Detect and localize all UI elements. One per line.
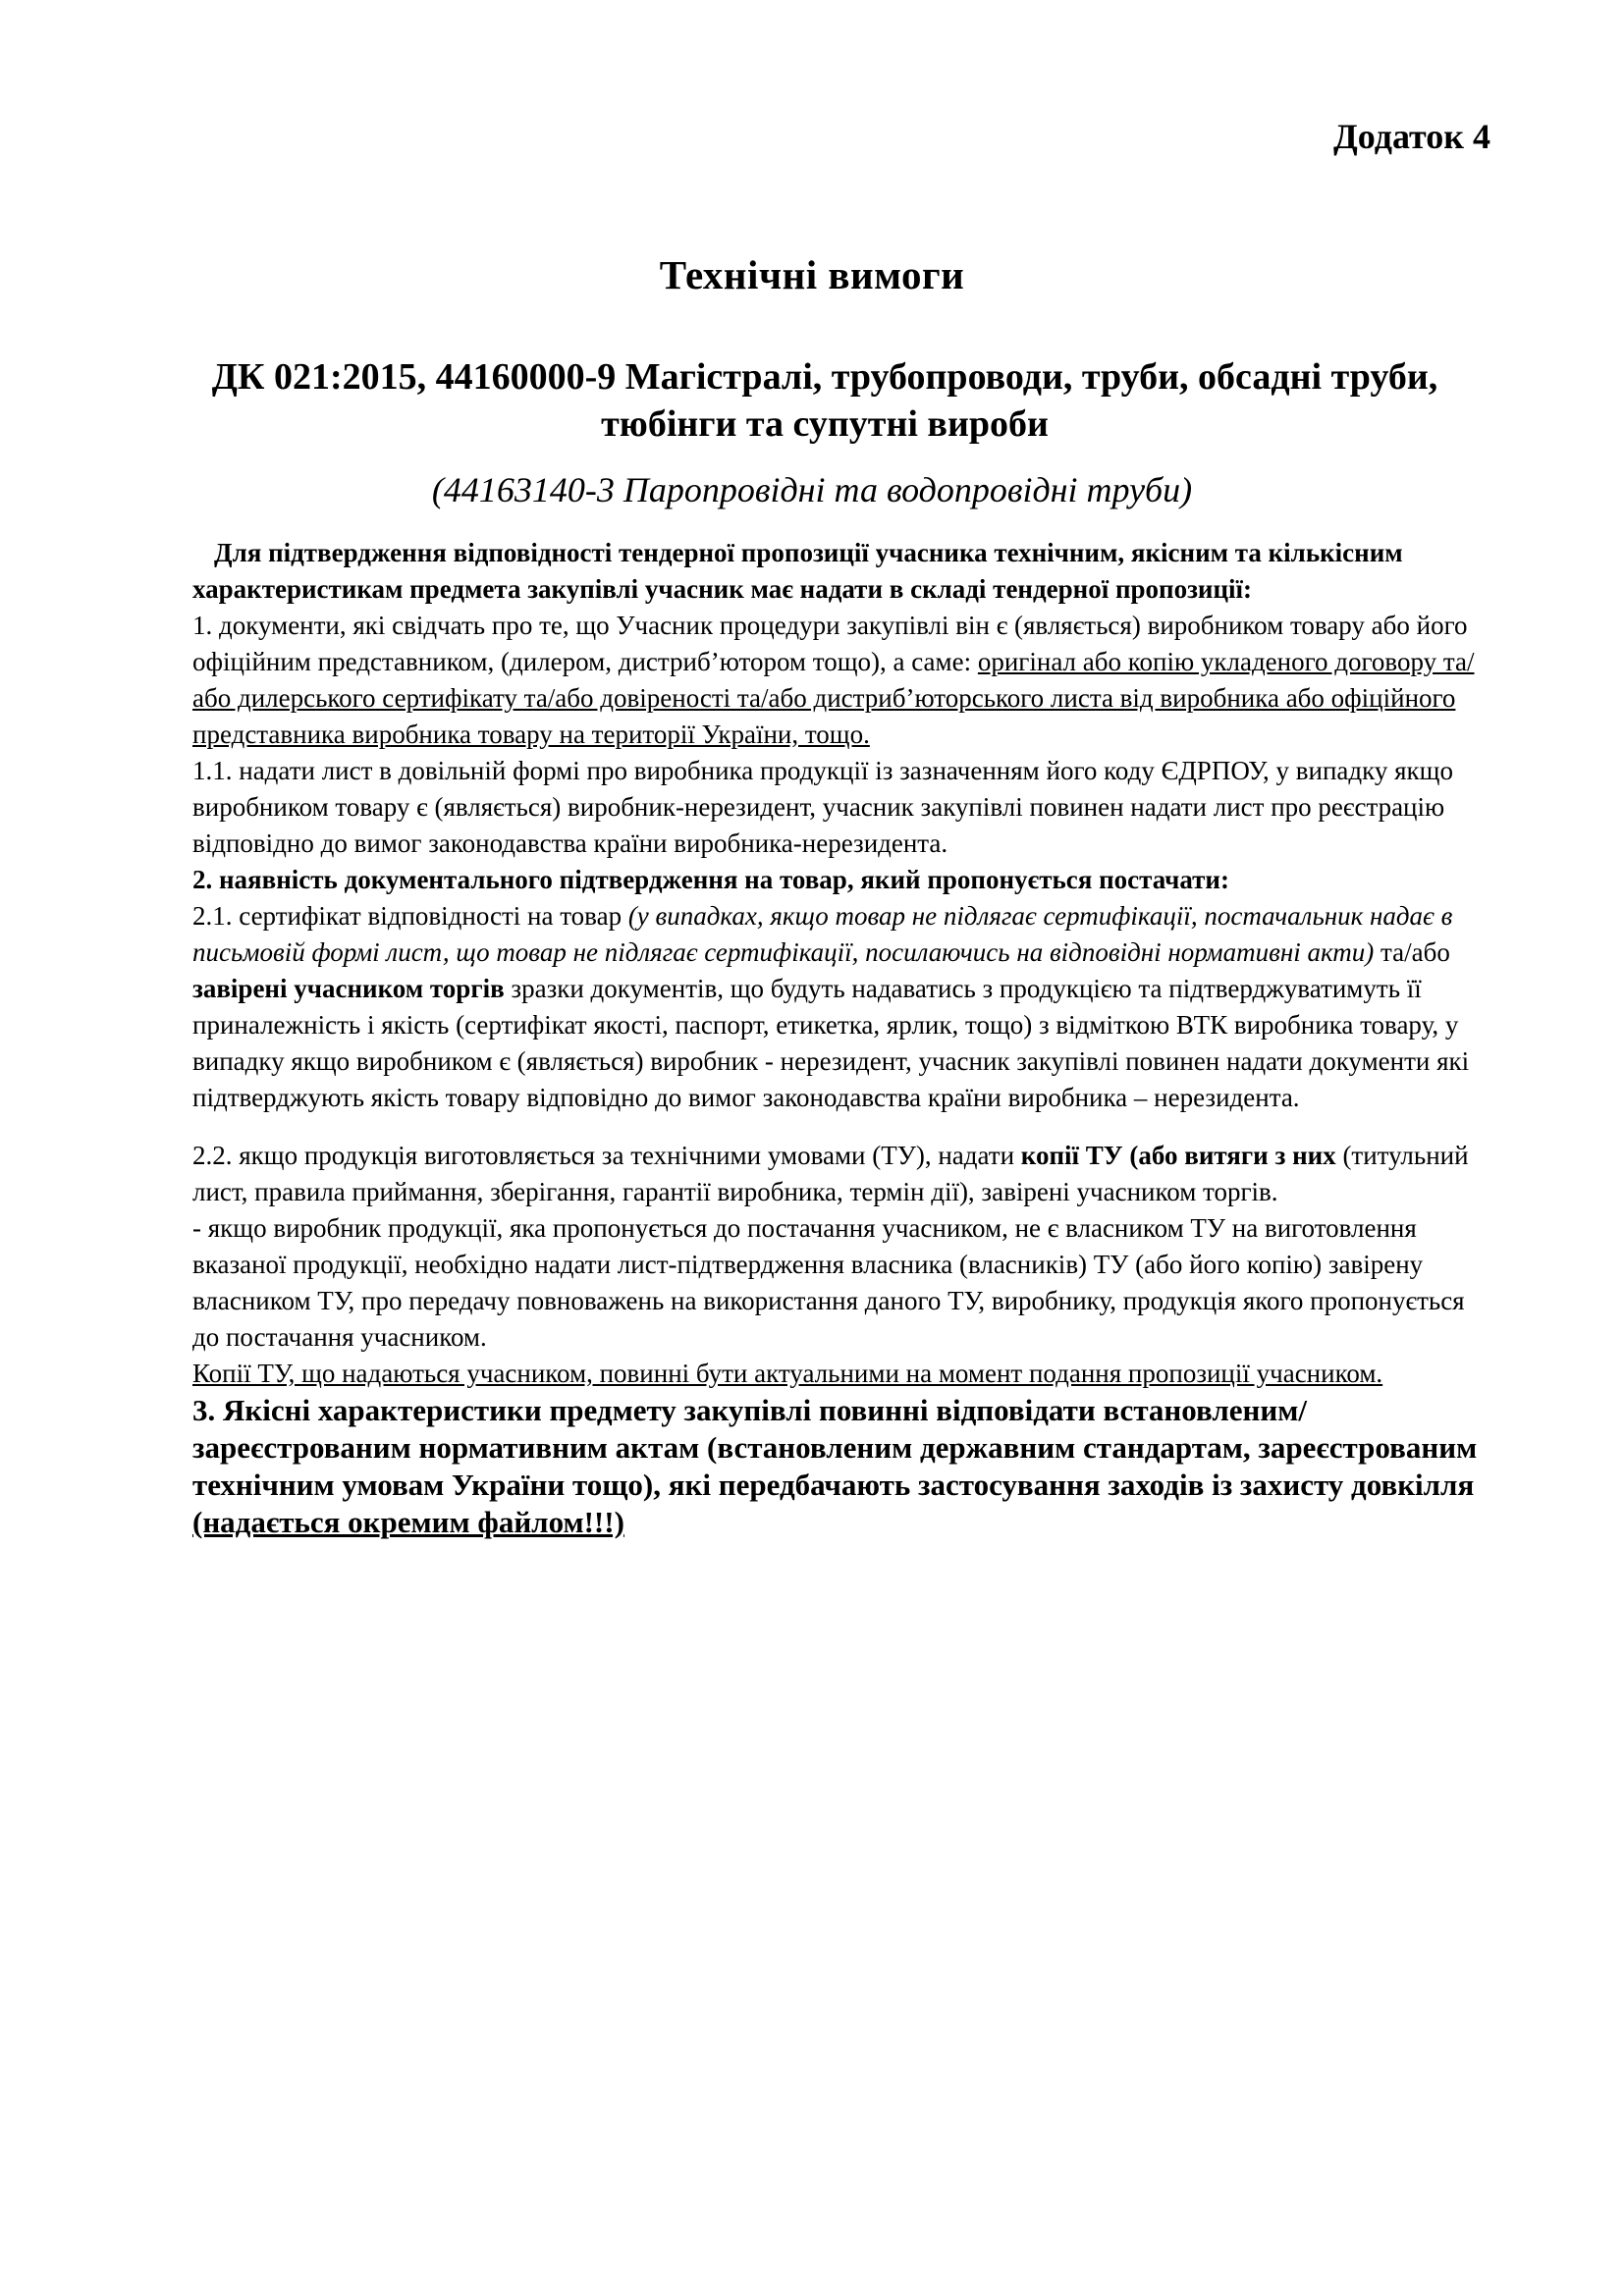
item-2-2-note: - якщо виробник продукції, яка пропонується до постачання учасником, не є власником ТУ на виготовлення вказаної продукції, необхідно надати лист-підтвердження власника (власників) ТУ (або його копію) завірену власником ТУ, про передачу повноважень на використання даного ТУ, виробнику, продукція якого пропонується до постачання учасником. [192, 1213, 1465, 1352]
item-2-1-bold: завірені учасником торгів [192, 974, 505, 1003]
item-1 [192, 608, 1487, 753]
item-2-2 [192, 1138, 1487, 1210]
classification-code: (44163140-3 Паропровідні та водопровідні труби) [431, 470, 1193, 509]
item-2-2-part1: 2.2. якщо продукція виготовляється за технічними умовами (ТУ), надати [192, 1141, 1021, 1170]
document-subtitle: ДК 021:2015, 44160000-9 Магістралі, трубопроводи, труби, обсадні труби, тюбінги та супутні вироби [211, 356, 1438, 445]
item-1-text: 1. документи, які свідчать про те, що Учасник процедури закупівлі він є (являється) виробником товару або його офіційним представником, (дилером, дистриб’ютором тощо), а саме: [192, 611, 1468, 676]
item-2-1 [192, 898, 1487, 1116]
document-body [192, 535, 1487, 1541]
appendix-label: Додаток 4 [1333, 117, 1490, 156]
intro-paragraph: Для підтвердження відповідності тендерної пропозиції учасника технічним, якісним та кількісним характеристикам предмета закупівлі учасник має надати в складі тендерної пропозиції: [192, 538, 1403, 604]
item-1-underlined: оригінал або копію укладеного договору та/або дилерського сертифікату та/або довіреності та/або дистриб’юторського листа від виробника або офіційного представника виробника товару на території України, тощо. [192, 647, 1475, 749]
document-title: Технічні вимоги [659, 252, 965, 297]
item-3-underlined: (надається окремим файлом!!!) [192, 1505, 624, 1539]
item-1-1: 1.1. надати лист в довільній формі про виробника продукції із зазначенням його коду ЄДРПОУ, у випадку якщо виробником товару є (являється) виробник-нерезидент, учасник закупівлі повинен надати лист про реєстрацію відповідно до вимог законодавства країни виробника-нерезидента. [192, 756, 1453, 858]
item-2-1-italic: (у випадках, якщо товар не підлягає сертифікації, постачальник надає в письмовій формі лист, що товар не підлягає сертифікації, посилаючись на відповідні нормативні акти) [192, 901, 1453, 967]
item-2-1-part2: та/або [1374, 937, 1450, 967]
item-2-heading: 2. наявність документального підтвердження на товар, який пропонується постачати: [192, 865, 1229, 894]
paragraph-gap [192, 1116, 1487, 1138]
item-2-1-part1: 2.1. сертифікат відповідності на товар [192, 901, 628, 931]
item-2-2-bold: копії ТУ (або витяги з них [1020, 1141, 1336, 1170]
item-2-1-part3: зразки документів, що будуть надаватись з продукцією та підтверджуватимуть її приналежність і якість (сертифікат якості, паспорт, етикетка, ярлик, тощо) з відміткою ВТК виробника товару, у випадку якщо виробником є (являється) виробник - нерезидент, учасник закупівлі повинен надати документи які підтверджують якість товару відповідно до вимог законодавства країни виробника – нерезидента. [192, 974, 1470, 1112]
item-2-2-underlined: Копії ТУ, що надаються учасником, повинні бути актуальними на момент подання пропозиції учасником. [192, 1359, 1383, 1388]
item-2-2-part2: (титульний лист, правила приймання, зберігання, гарантії виробника, термін дії), завірені учасником торгів. [192, 1141, 1469, 1206]
item-3-text: 3. Якісні характеристики предмету закупівлі повинні відповідати встановленим/зареєстрованим нормативним актам (встановленим державним стандартам, зареєстрованим технічним умовам України тощо), які передбачають застосування заходів із захисту довкілля [192, 1393, 1478, 1502]
item-3 [192, 1392, 1487, 1541]
